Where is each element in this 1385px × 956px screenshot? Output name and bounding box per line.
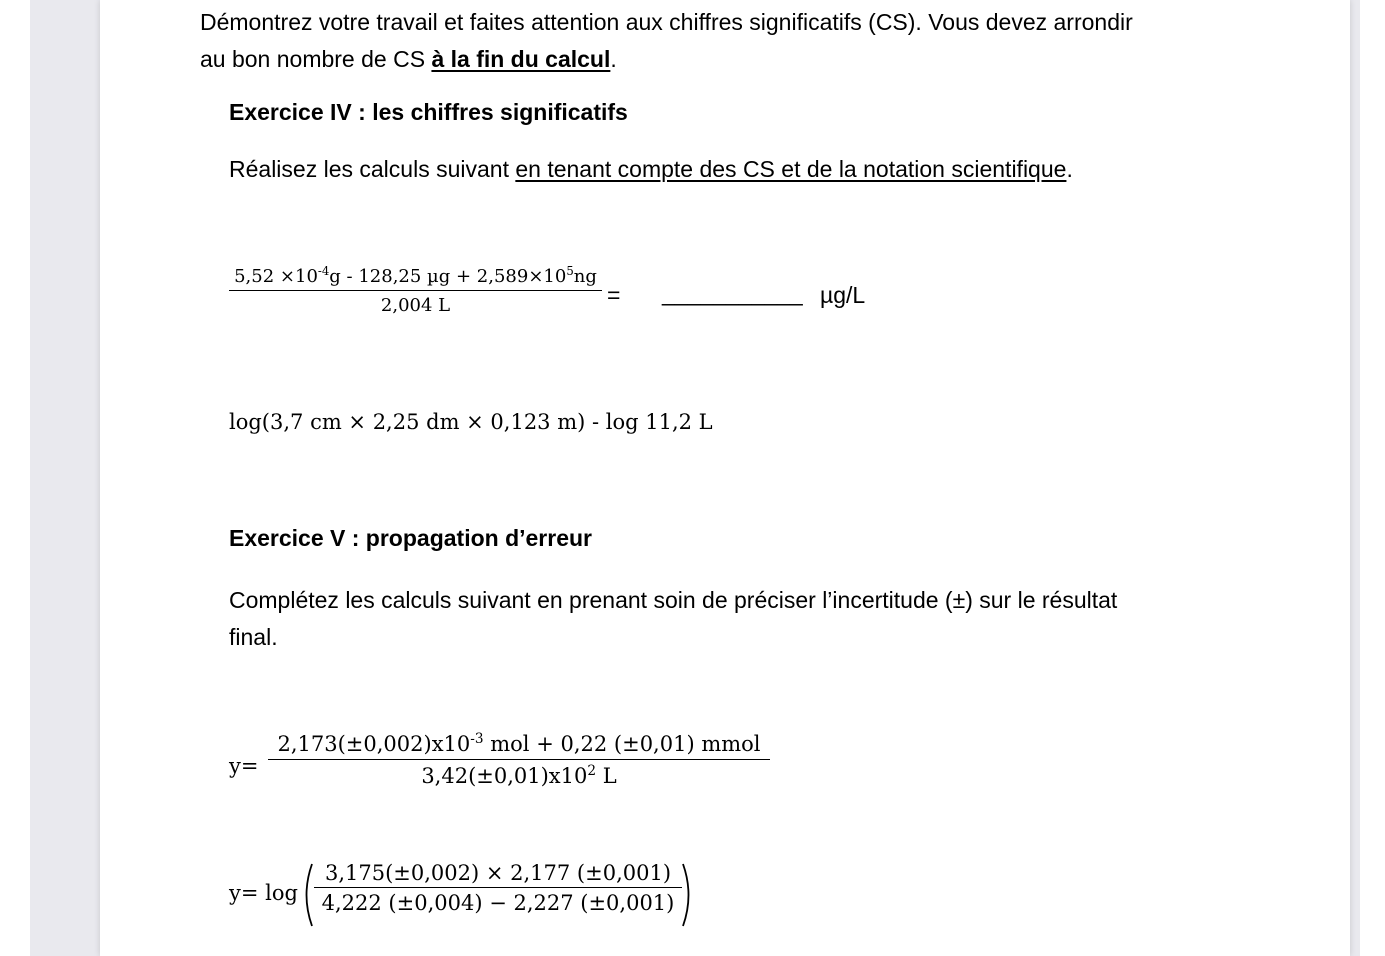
document-page	[100, 0, 1350, 956]
exercise-5-instruction-line-2: final.	[229, 624, 278, 650]
left-paren-icon	[299, 862, 315, 928]
ex5-fraction-1-denominator: $3,42(\pm 0,01)x10^2$ L	[421, 762, 617, 788]
ex5-fraction-2-denominator: 4,222 (±0,004) − 2,227 (±0,001)	[321, 891, 675, 915]
ex5-fraction-2	[314, 861, 682, 915]
ex4-fraction-1-numerator: $5,52 \times 10^{-4}g - 128,25$ $\mu g + 2,589\times 10^5ng$	[234, 263, 597, 287]
fraction-bar	[229, 290, 602, 291]
intro-line-2-start: au bon nombre de CS	[200, 46, 432, 72]
exercise-5-instruction-line-1: Complétez les calculs suivant en prenant soin de préciser l’incertitude (±) sur le résultat	[229, 587, 1118, 613]
exercise-4-instruction-underlined: en tenant compte des CS et de la notation scientifique	[515, 156, 1067, 182]
ex5-fraction-1-numerator: $2,173(\pm 0,002)x10^{-3}$ mol + 0,22 (±0,01) mmol	[277, 730, 761, 756]
document-viewer[interactable]	[30, 0, 1360, 956]
ex4-answer-blank: ___________	[662, 280, 803, 306]
ex4-answer-unit: µg/L	[820, 282, 866, 308]
exercise-4-instruction	[229, 156, 1073, 183]
right-paren-icon	[680, 862, 696, 928]
exercise-4-title: Exercice IV : les chiffres significatifs	[229, 99, 628, 125]
exercise-4-instruction-start: Réalisez les calculs suivant	[229, 156, 516, 182]
exercise-4-instruction-end: .	[1066, 156, 1073, 182]
left-margin	[0, 0, 30, 956]
intro-line-2-end: .	[610, 46, 617, 72]
ex5-calc-2-lhs: y= log	[229, 881, 298, 905]
ex5-calc-1-lhs: y=	[229, 754, 259, 778]
ex4-calculation-2: log(3,7 cm × 2,25 dm × 0,123 m) - log 11,2 L	[229, 410, 713, 434]
ex4-fraction-1	[229, 263, 602, 316]
intro-emphasis: à la fin du calcul	[431, 46, 611, 72]
intro-line-2	[200, 46, 617, 73]
intro-line-1: Démontrez votre travail et faites attention aux chiffres significatifs (CS). Vous devez arrondir	[200, 9, 1133, 35]
fraction-bar	[268, 759, 770, 760]
fraction-bar	[314, 887, 682, 888]
right-margin	[1360, 0, 1385, 956]
exercise-5-title: Exercice V : propagation d’erreur	[229, 525, 593, 551]
ex4-equals-sign: =	[607, 282, 621, 308]
ex5-fraction-1	[268, 732, 770, 788]
ex4-fraction-1-denominator: 2,004 L	[380, 295, 451, 316]
ex5-fraction-2-numerator: 3,175(±0,002) × 2,177 (±0,001)	[324, 861, 672, 885]
